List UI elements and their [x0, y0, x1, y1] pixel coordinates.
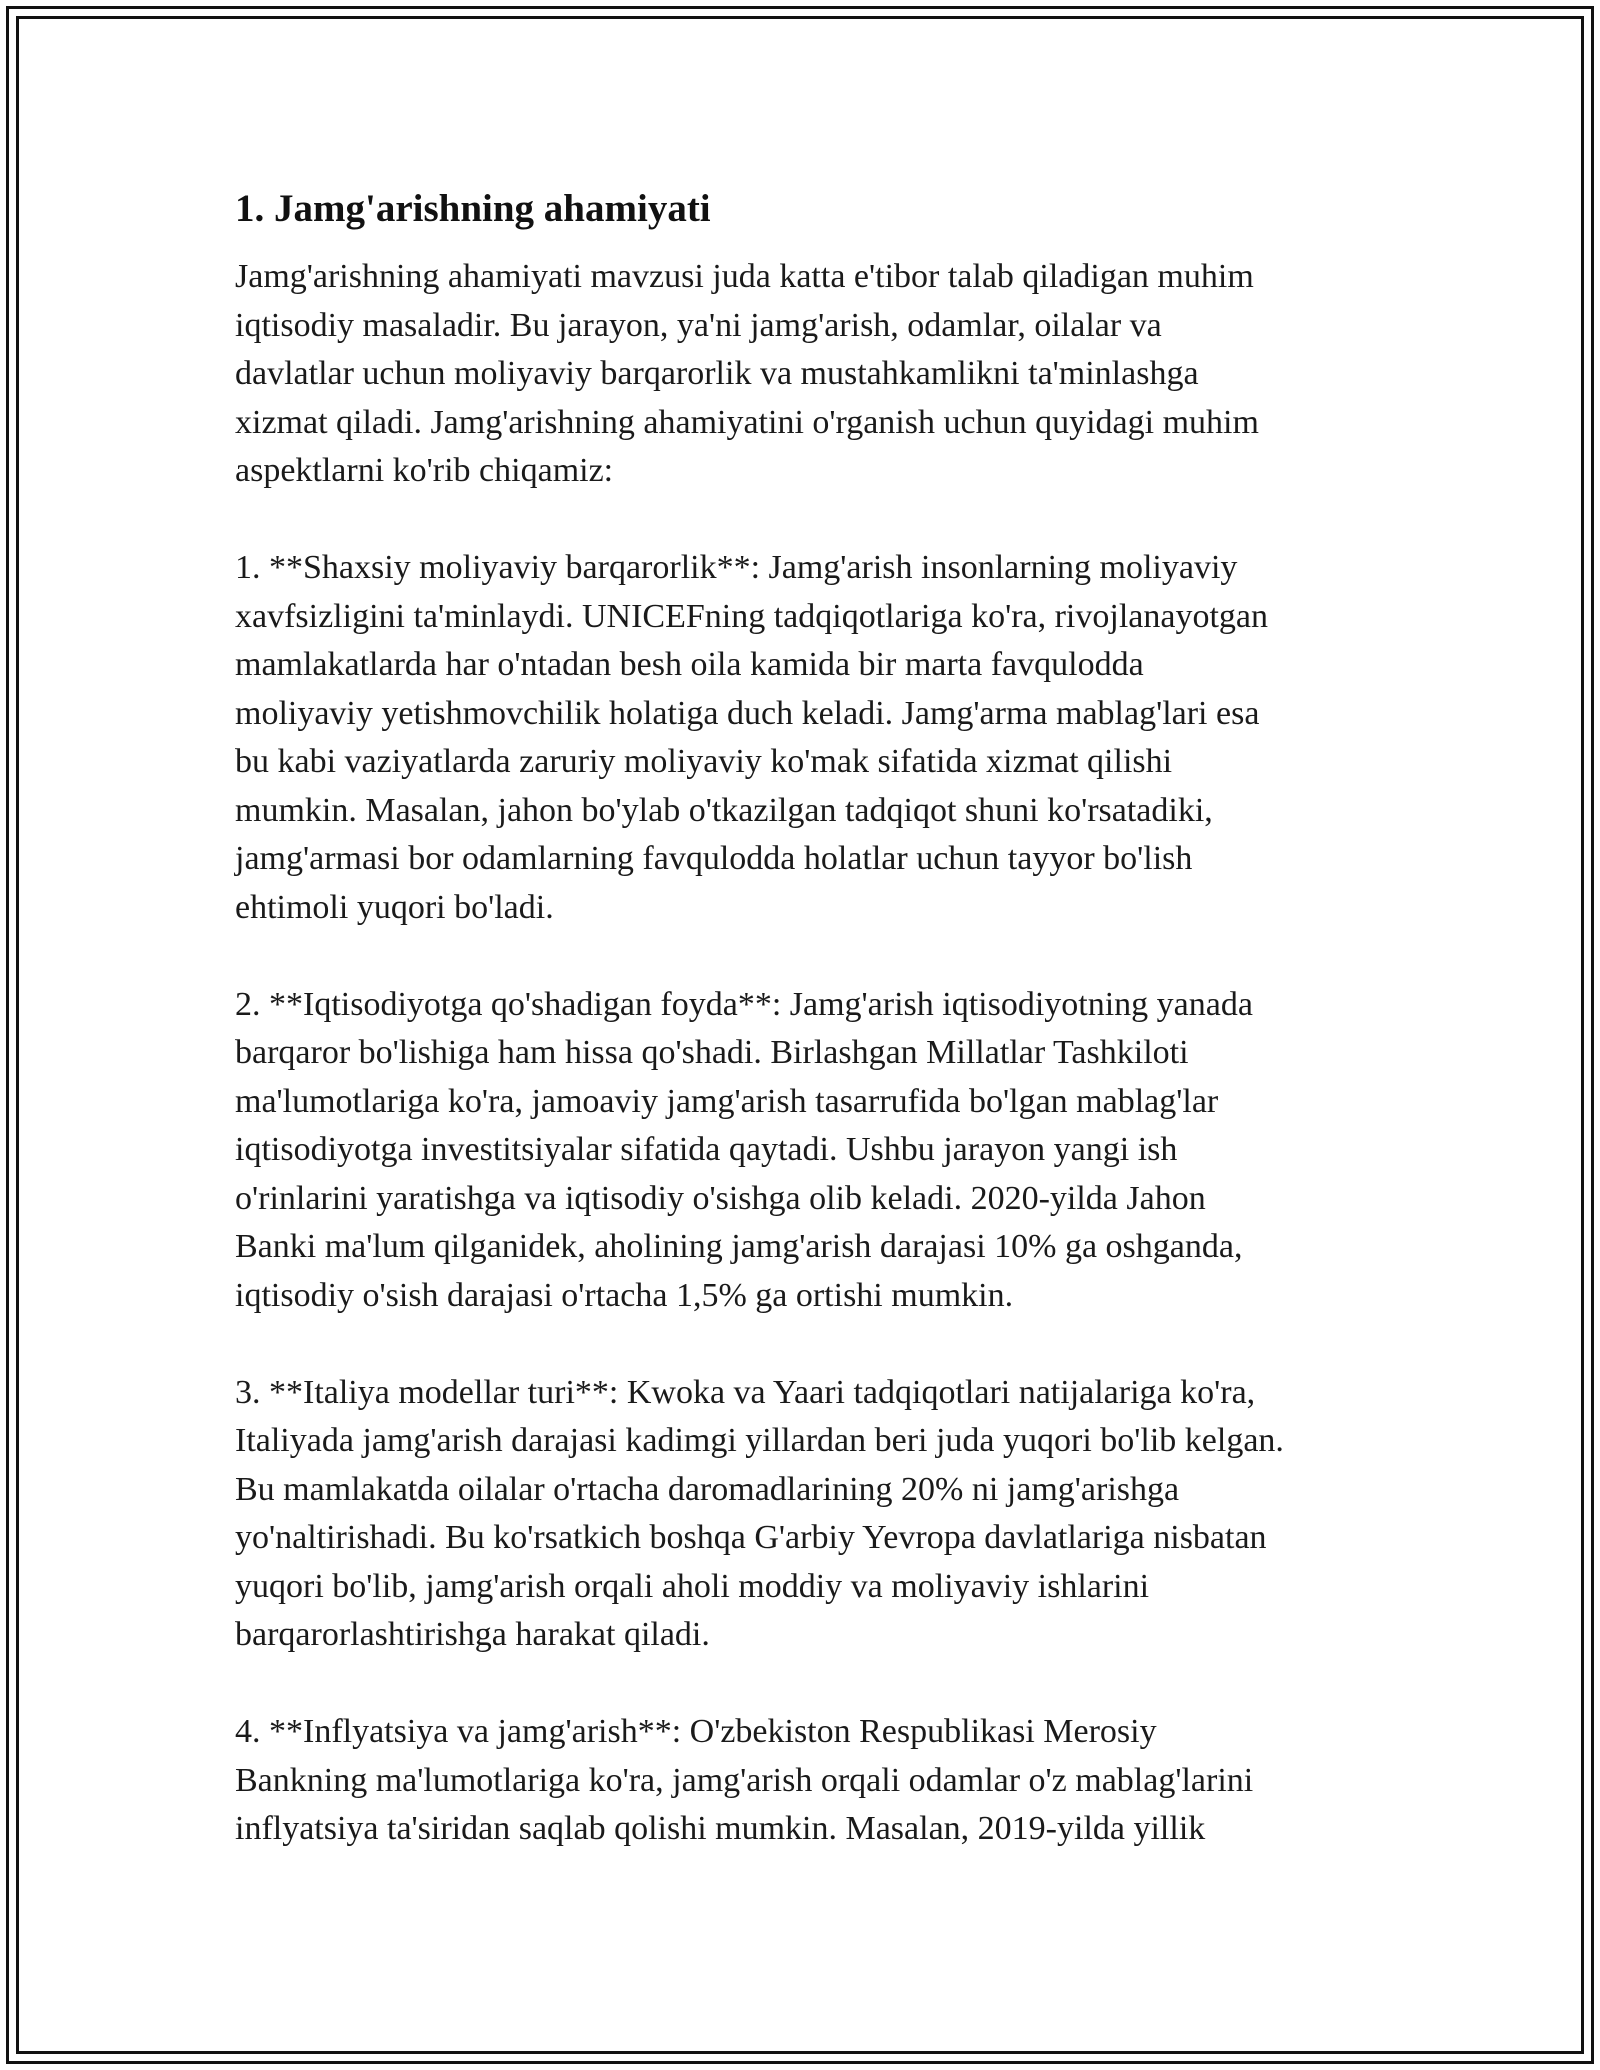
document-body: [235, 185, 1395, 1854]
paragraph-personal-stability: 1. **Shaxsiy moliyaviy barqarorlik**: Jamg'arish insonlarning moliyaviy xavfsizligini ta'minlaydi. UNICEFning tadqiqotlariga ko'ra, rivojlanayotgan mamlakatlarda har o'ntadan besh oila kamida bir marta favqulodda moliyaviy yetishmovchilik holatiga duch keladi. Jamg'arma mablag'lari esa bu kabi vaziyatlarda zaruriy moliyaviy ko'mak sifatida xizmat qilishi mumkin. Masalan, jahon bo'ylab o'tkazilgan tadqiqot shuni ko'rsatadiki, jamg'armasi bor odamlarning favqulodda holatlar uchun tayyor bo'lish ehtimoli yuqori bo'ladi.: [235, 549, 1268, 926]
paragraph-italy-model: 3. **Italiya modellar turi**: Kwoka va Yaari tadqiqotlari natijalariga ko'ra, Italiyada jamg'arish darajasi kadimgi yillardan beri juda yuqori bo'lib kelgan. Bu mamlakatda oilalar o'rtacha daromadlarining 20% ni jamg'arishga yo'naltirishadi. Bu ko'rsatkich boshqa G'arbiy Yevropa davlatlariga nisbatan yuqori bo'lib, jamg'arish orqali aholi moddiy va moliyaviy ishlarini barqarorlashtirishga harakat qiladi.: [235, 1373, 1284, 1653]
intro-paragraph: Jamg'arishning ahamiyati mavzusi juda katta e'tibor talab qiladigan muhim iqtisodiy masaladir. Bu jarayon, ya'ni jamg'arish, odamlar, oilalar va davlatlar uchun moliyaviy barqarorlik va mustahkamlikni ta'minlashga xizmat qiladi. Jamg'arishning ahamiyatini o'rganish uchun quyidagi muhim aspektlarni ko'rib chiqamiz:: [235, 258, 1259, 489]
paragraph-inflation: 4. **Inflyatsiya va jamg'arish**: O'zbekiston Respublikasi Merosiy Bankning ma'lumotlariga ko'ra, jamg'arish orqali odamlar o'z mablag'larini inflyatsiya ta'siridan saqlab qolishi mumkin. Masalan, 2019-yilda yillik: [235, 1713, 1254, 1847]
section-heading: 1. Jamg'arishning ahamiyati: [235, 187, 711, 230]
paragraph-economic-benefit: 2. **Iqtisodiyotga qo'shadigan foyda**: Jamg'arish iqtisodiyotning yanada barqaror bo'lishiga ham hissa qo'shadi. Birlashgan Millatlar Tashkiloti ma'lumotlariga ko'ra, jamoaviy jamg'arish tasarrufida bo'lgan mablag'lar iqtisodiyotga investitsiyalar sifatida qaytadi. Ushbu jarayon yangi ish o'rinlarini yaratishga va iqtisodiy o'sishga olib keladi. 2020-yilda Jahon Banki ma'lum qilganidek, aholining jamg'arish darajasi 10% ga oshganda, iqtisodiy o'sish darajasi o'rtacha 1,5% ga ortishi mumkin.: [235, 985, 1253, 1314]
